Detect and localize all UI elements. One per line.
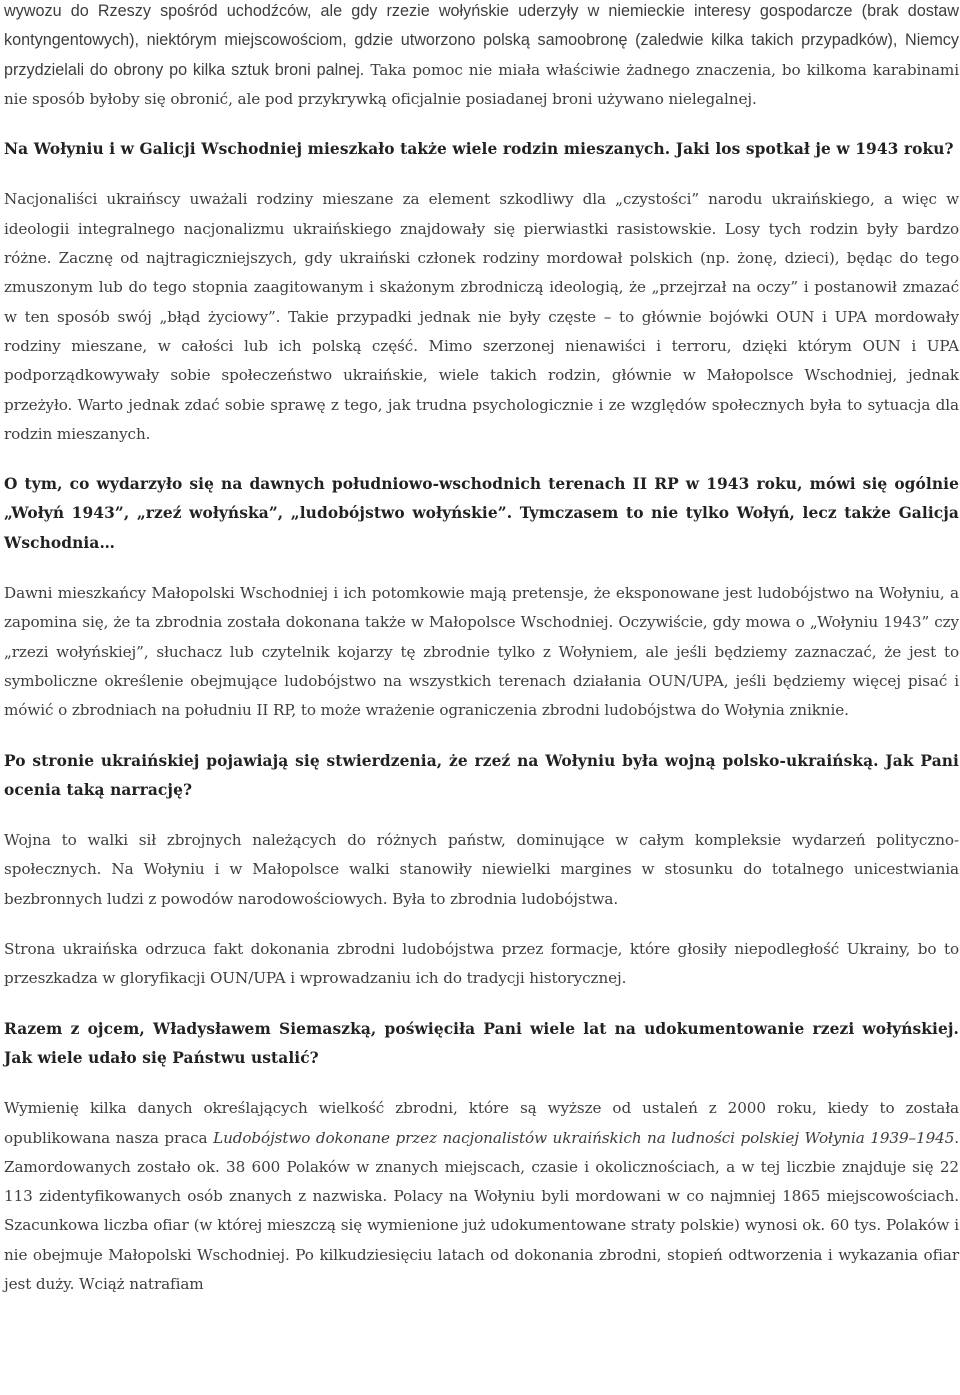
paragraph: Dawni mieszkańcy Małopolski Wschodniej i ich potomkowie mają pretensje, że eksponowane jest ludobójstwo na Wołyniu, a zapomina się, że ta zbrodnia została dokonana także w Małopolsce Wschodniej. Oczywiście, gdy mowa o „Wołyniu 1943” czy „rzezi wołyńskiej”, słuchacz lub czytelnik kojarzy tę zbrodnie tylko z Wołyniem, ale jeśli będziemy zaznaczać, że jest to symboliczne określenie obejmujące ludobójstwo na wszystkich terenach działania OUN/UPA, jeśli będziemy więcej pisać i mówić o zbrodniach na południu II RP, to może wrażenie ograniczenia zbrodni ludobójstwa do Wołynia zniknie. (4, 584, 959, 720)
interview-question: Po stronie ukraińskiej pojawiają się stwierdzenia, że rzeź na Wołyniu była wojną polsko-ukraińską. Jak Pani ocenia taką narrację? (4, 751, 959, 799)
book-title: Ludobójstwo dokonane przez nacjonalistów ukraińskich na ludności polskiej Wołynia 1939–1945 (213, 1128, 955, 1147)
paragraph-text: . Zamordowanych zostało ok. 38 600 Polaków w znanych miejscach, czasie i okolicznościach, a w tej liczbie znajduje się 22 113 zidentyfikowanych osób znanych z nazwiska. Polacy na Wołyniu byli mordowani w co najmniej 1865 miejscowościach. Szacunkowa liczba ofiar (w której mieszczą się wymienione już udokumentowane straty polskie) wynosi ok. 60 tys. Polaków i nie obejmuje Małopolski Wschodniej. Po kilkudziesięciu latach od dokonania zbrodni, stopień odtworzenia i wykazania ofiar jest duży. Wciąż natrafiam (4, 1128, 959, 1293)
interview-question: Razem z ojcem, Władysławem Siemaszką, poświęciła Pani wiele lat na udokumentowanie rzezi wołyńskiej. Jak wiele udało się Państwu ustalić? (4, 1019, 959, 1067)
paragraph: Wojna to walki sił zbrojnych należących do różnych państw, dominujące w całym kompleksie wydarzeń polityczno-społecznych. Na Wołyniu i w Małopolsce walki stanowiły niewielki margines w stosunku do totalnego unicestwiania bezbronnych ludzi z powodów narodowościowych. Była to zbrodnia ludobójstwa. (4, 831, 959, 908)
article-body (4, 0, 959, 1320)
paragraph (4, 1094, 959, 1299)
paragraph-lead-text: wywozu do Rzeszy spośród uchodźców, ale gdy rzezie wołyńskie uderzyły w niemieckie interesy gospodarcze (brak dostaw kontyngentowych), niektórym miejscowościom, gdzie utworzono polską samoobronę (zaledwie kilka takich przypadków), Niemcy przydzielali do obrony po kilka sztuk broni palnej. (4, 2, 959, 79)
interview-question: O tym, co wydarzyło się na dawnych południowo-wschodnich terenach II RP w 1943 roku, mówi się ogólnie „Wołyń 1943”, „rzeź wołyńska”, „ludobójstwo wołyńskie”. Tymczasem to nie tylko Wołyń, lecz także Galicja Wschodnia… (4, 475, 959, 552)
paragraph (4, 0, 959, 114)
paragraph-text: Taka pomoc nie miała właściwie żadnego znaczenia, bo kilkoma karabinami nie sposób byłoby się obronić, ale pod przykrywką oficjalnie posiadanej broni używano nielegalnej. (4, 60, 959, 108)
paragraph-text: Wymienię kilka danych określających wielkość zbrodni, które są wyższe od ustaleń z 2000 roku, kiedy to została opublikowana nasza praca (4, 1099, 959, 1147)
interview-question: Na Wołyniu i w Galicji Wschodniej mieszkało także wiele rodzin mieszanych. Jaki los spotkał je w 1943 roku? (4, 140, 954, 159)
paragraph: Strona ukraińska odrzuca fakt dokonania zbrodni ludobójstwa przez formacje, które głosiły niepodległość Ukrainy, bo to przeszkadza w gloryfikacji OUN/UPA i wprowadzaniu ich do tradycji historycznej. (4, 940, 959, 988)
paragraph: Nacjonaliści ukraińscy uważali rodziny mieszane za element szkodliwy dla „czystości” narodu ukraińskiego, a więc w ideologii integralnego nacjonalizmu ukraińskiego znajdowały się pierwiastki rasistowskie. Losy tych rodzin były bardzo różne. Zacznę od najtragiczniejszych, gdy ukraiński członek rodziny mordował polskich (np. żonę, dzieci), będąc do tego zmuszonym lub do tego stopnia zaagitowanym i skażonym zbrodniczą ideologią, że „przejrzał na oczy” i postanowił zmazać w ten sposób swój „błąd życiowy”. Takie przypadki jednak nie były częste – to głównie bojówki OUN i UPA mordowały rodziny mieszane, w całości lub ich polską część. Mimo szerzonej nienawiści i terroru, dzięki którym OUN i UPA podporządkowywały sobie społeczeństwo ukraińskie, wiele takich rodzin, głównie w Małopolsce Wschodniej, jednak przeżyło. Warto jednak zdać sobie sprawę z tego, jak trudna psychologicznie i ze względów społecznych była to sytuacja dla rodzin mieszanych. (4, 190, 959, 443)
